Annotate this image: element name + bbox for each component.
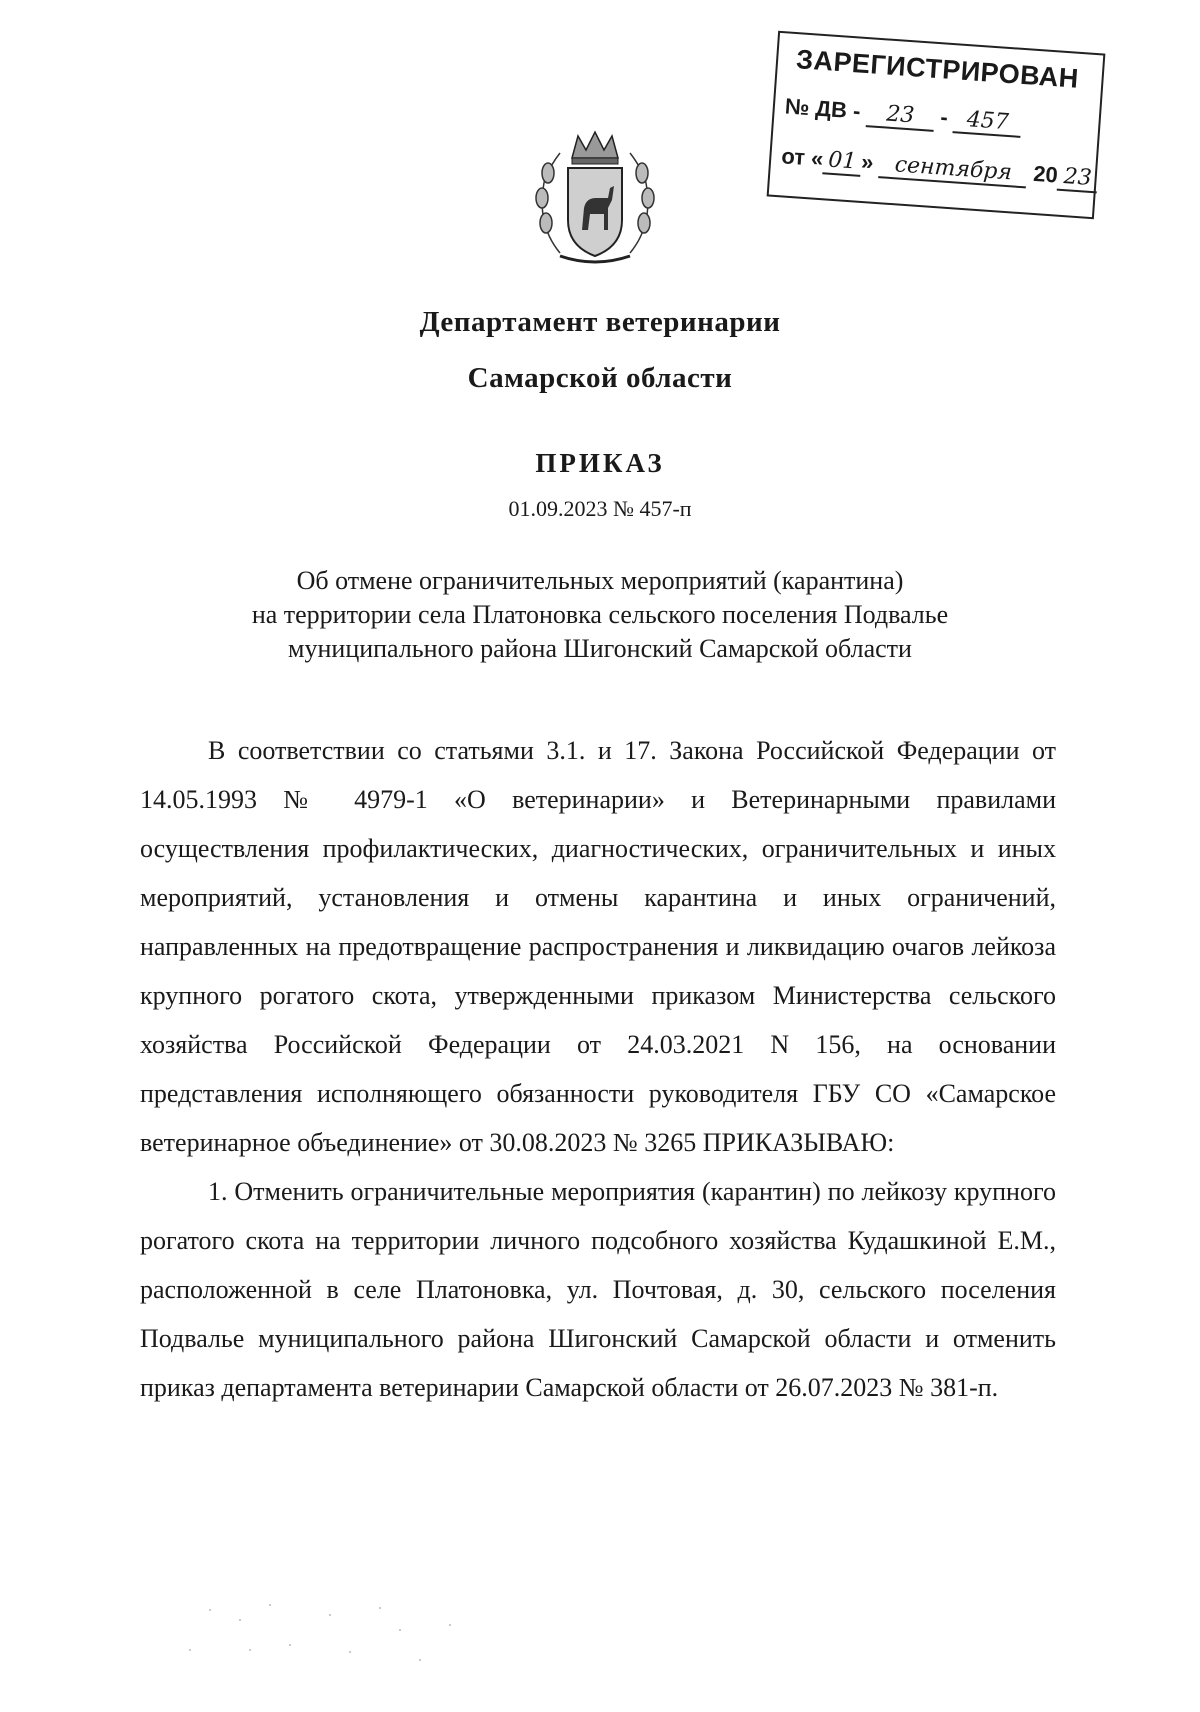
- department-name-line2: Самарской области: [467, 362, 733, 394]
- order-body: [140, 726, 1056, 1412]
- stamp-number-part2: 457: [953, 106, 1023, 138]
- order-subject: [140, 564, 1060, 666]
- subject-line3: муниципального района Шигонский Самарской области: [288, 634, 912, 663]
- stamp-date-year-suffix: 23: [1057, 164, 1099, 194]
- preamble-paragraph: В соответствии со статьями 3.1. и 17. Закона Российской Федерации от 14.05.1993 № 4979-1 «О ветеринарии» и Ветеринарными правилами осуществления профилактических, диагностических, ограничительных и иных мероприятий, установления и отмены карантина и иных ограничений, направленных на предотвращение распространения и ликвидацию очагов лейкоза крупного рогатого скота, утвержденными приказом Министерства сельского хозяйства Российской Федерации от 24.03.2021 N 156, на основании представления исполняющего обязанности руководителя ГБУ СО «Самарское ветеринарное объединение» от 30.08.2023 № 3265 ПРИКАЗЫВАЮ:: [140, 736, 1056, 1157]
- stamp-date-mid: »: [860, 148, 875, 175]
- stamp-title: ЗАРЕГИСТРИРОВАН: [795, 44, 1080, 94]
- department-name-line1: Департамент ветеринарии: [419, 306, 781, 338]
- order-clause-1: 1. Отменить ограничительные мероприятия (карантин) по лейкозу крупного рогатого скота на территории личного подсобного хозяйства Кудашкиной Е.М., расположенной в селе Платоновка, ул. Почтовая, д. 30, сельского поселения Подвалье муниципального района Шигонский Самарской области и отменить приказ департамента ветеринарии Самарской области от 26.07.2023 № 381-п.: [140, 1177, 1056, 1402]
- stamp-number-sep: -: [939, 104, 949, 130]
- stamp-number-part1: 23: [865, 100, 935, 132]
- stamp-date-prefix: от «: [780, 143, 825, 172]
- stamp-date-year-prefix: 20: [1032, 160, 1059, 188]
- subject-line2: на территории села Платоновка сельского поселения Подвалье: [251, 600, 949, 629]
- stamp-date-line: [780, 143, 1098, 193]
- coat-of-arms-icon: [530, 128, 660, 268]
- stamp-date-month: сентября: [879, 151, 1029, 188]
- scan-noise: [150, 1590, 570, 1690]
- order-title: ПРИКАЗ: [535, 448, 665, 478]
- stamp-date-day: 01: [822, 147, 862, 177]
- subject-line1: Об отмене ограничительных мероприятий (карантина): [296, 566, 904, 595]
- registration-stamp: [767, 31, 1106, 219]
- order-date-number: 01.09.2023 № 457-п: [508, 496, 692, 521]
- stamp-number-line: [784, 93, 1023, 137]
- stamp-number-prefix: № ДВ -: [784, 93, 862, 124]
